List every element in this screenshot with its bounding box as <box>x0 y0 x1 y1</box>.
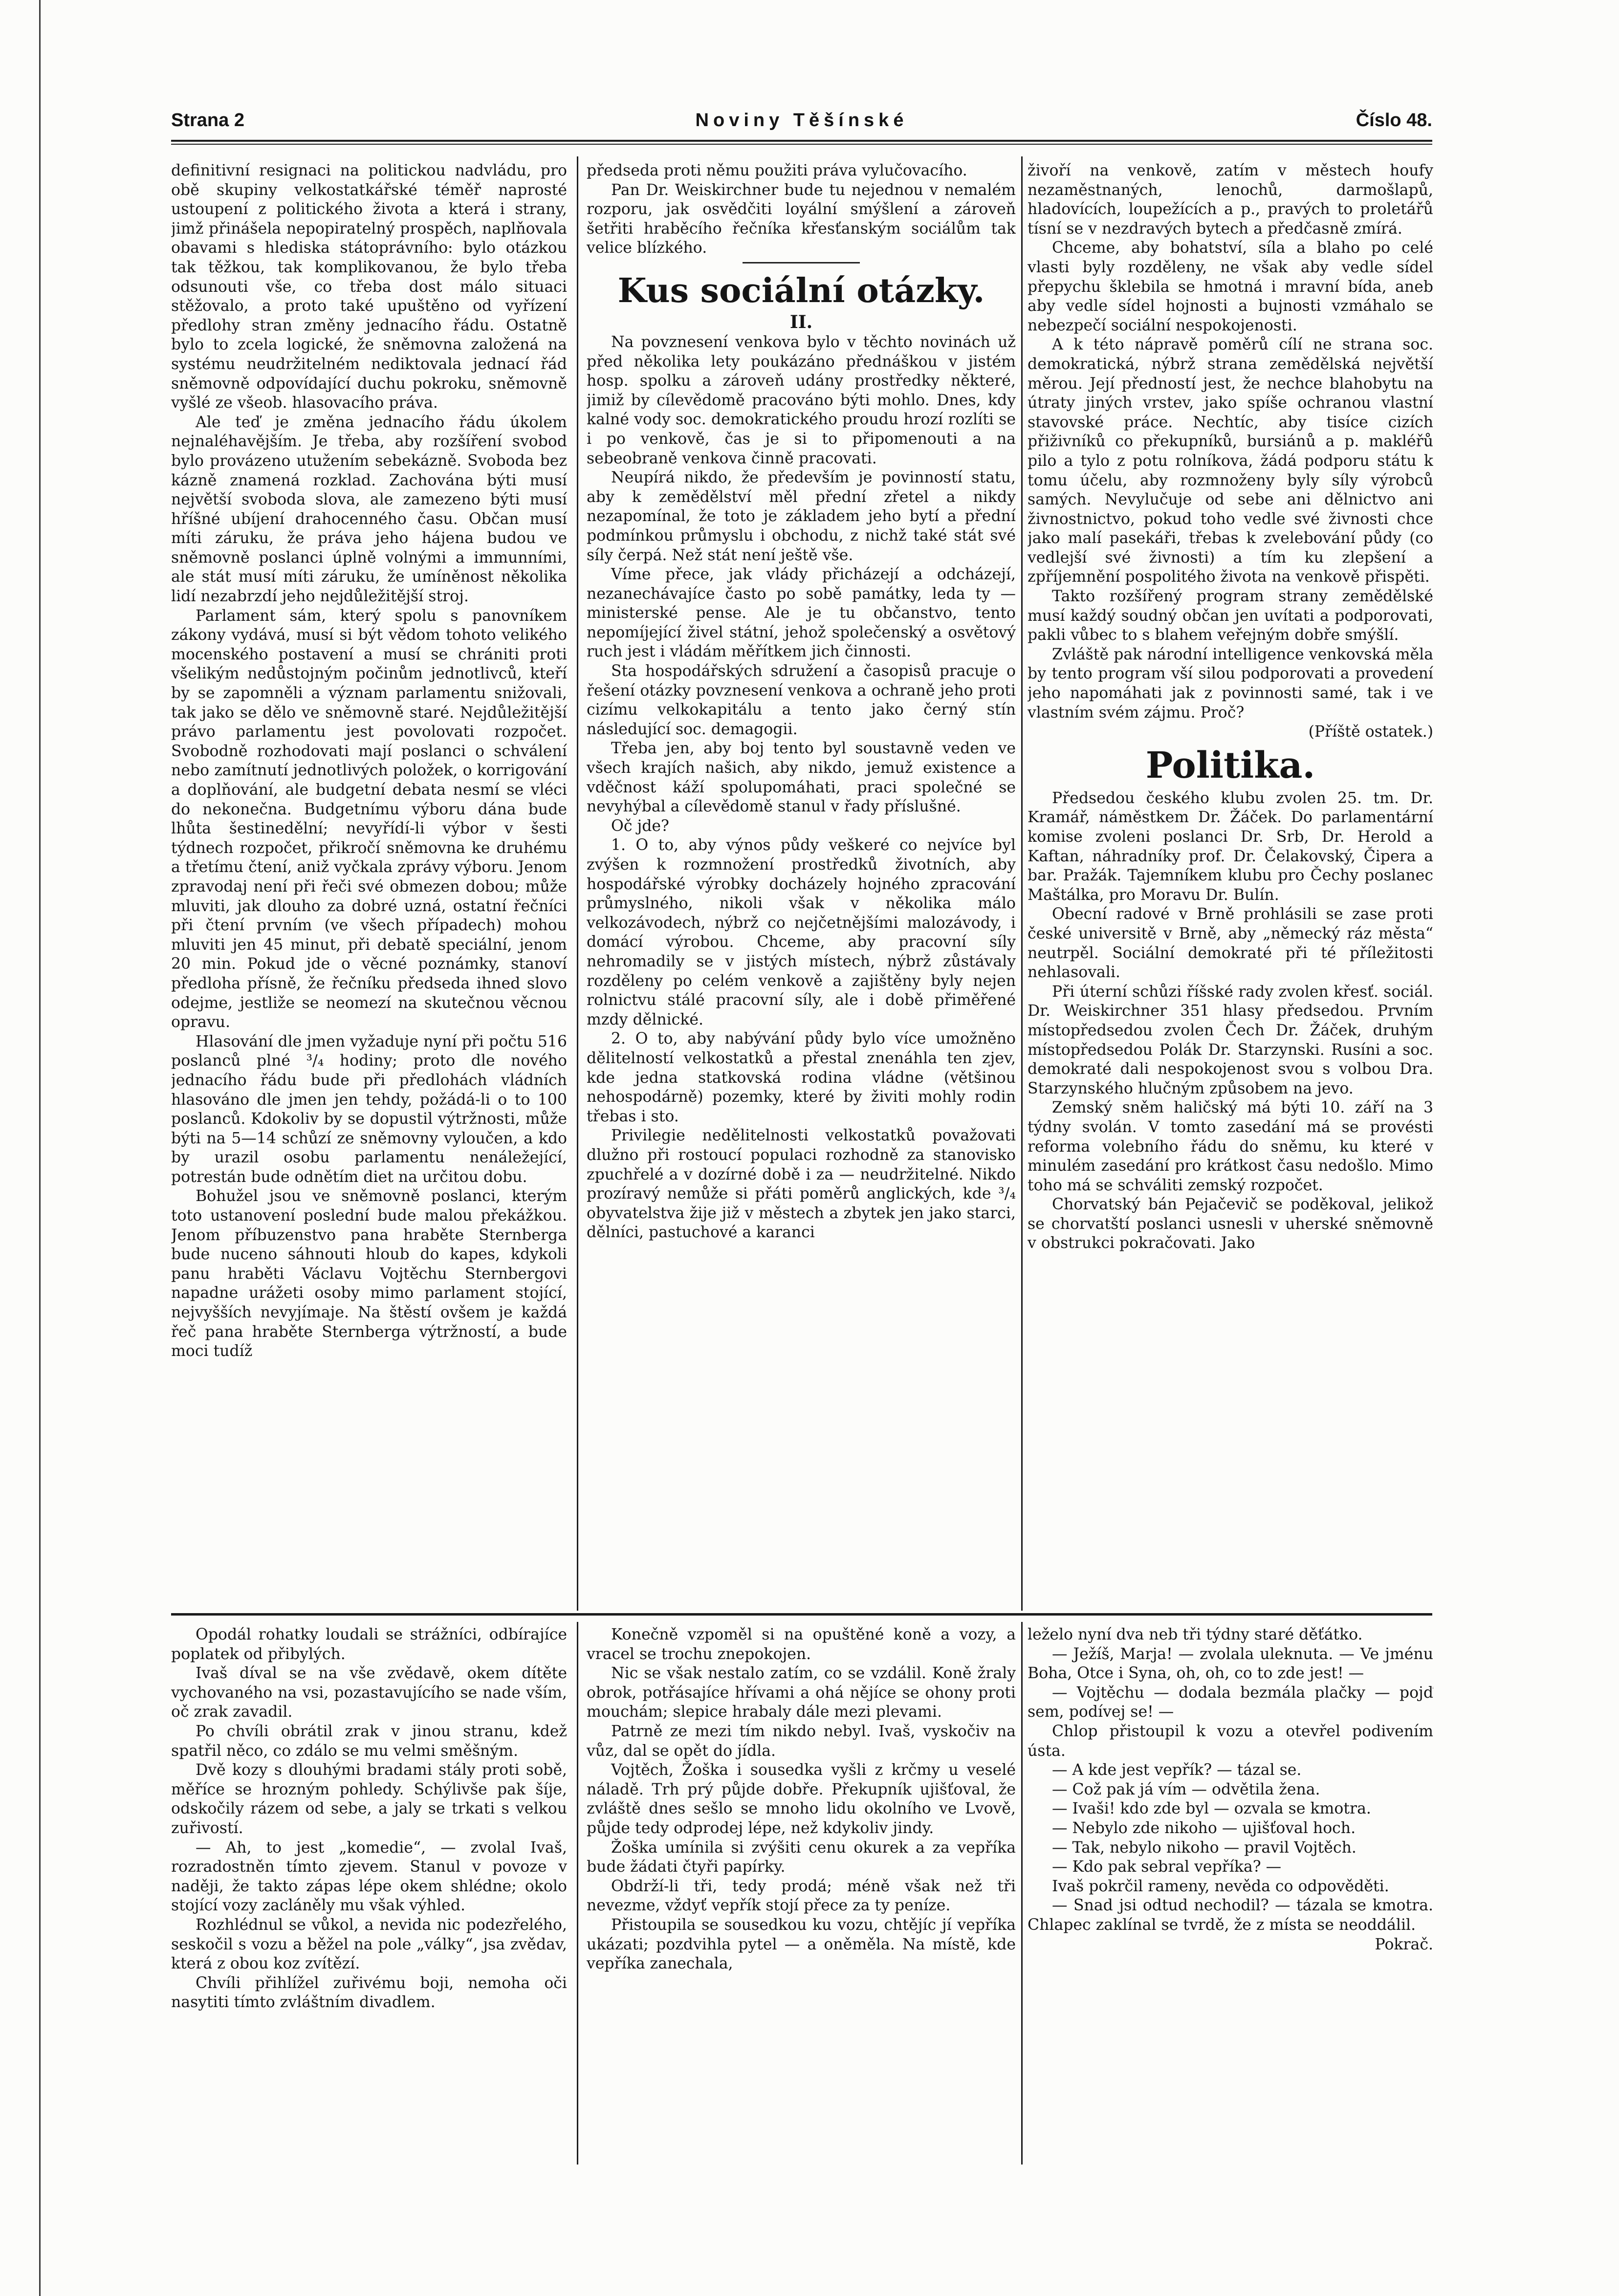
scan-edge-line <box>39 0 41 2296</box>
feuilleton-rule <box>171 1613 1432 1616</box>
feuilleton-column-1 <box>171 1625 567 2165</box>
story-paragraph: Po chvíli obrátil zrak v jinou stranu, kdež spatřil něco, co zdálo se mu velmi směšným. <box>171 1722 567 1760</box>
article-paragraph: Ale teď je změna jednacího řádu úkolem nejnaléhavějším. Je třeba, aby rozšíření svobod bylo provázeno utužením sebekázně. Svoboda bez kázně znamená rozklad. Zachována býti musí největší svoboda slova, ale zamezeno býti musí hříšné ubíjení drahocenného času. Občan musí míti záruku, že práva jeho hájena budou ve sněmovně poslanci úplně volnými a immunními, ale stát musí míti záruku, že umíněnost několika lidí nezabrzdí jeho nejdůležitější stroj. <box>171 413 567 606</box>
article-paragraph: Hlasování dle jmen vyžaduje nyní při počtu 516 poslanců plné ³/₄ hodiny; proto dle nového jednacího řádu bude při předlohách vládních hlasováno dle jmen jen tehdy, požádá-li o to 100 poslanců. Kdokoliv by se dopustil výtržnosti, může býti na 5—14 schůzí ze sněmovny vyloučen, a kdo by urazil osobu parlamentu nenáležející, potrestán bude odnětím diet na určitou dobu. <box>171 1032 567 1186</box>
story-paragraph: Opodál rohatky loudali se strážníci, odbírajíce poplatek od přibylých. <box>171 1626 567 1663</box>
article-paragraph: Privilegie nedělitelnosti velkostatků považovati dlužno při rostoucí populaci rozhodně za stanovisko zpuchřelé a v dozírné době i za — neudržitelné. Nikdo prozíravý nemůže si přáti poměrů anglických, kde ³/₄ obyvatelstva žije již v městech a zbytek jen jako starci, dělníci, pastuchové a karanci <box>587 1127 1016 1242</box>
news-paragraph: Zemský sněm haličský má býti 10. září na 3 týdny svolán. V tomto zasedání má se provésti reforma volebního řádu do sněmu, ku které v minulém zasedání pro krátkost času nedošlo. Mimo toho má se schváliti zemský rozpočet. <box>1028 1099 1433 1194</box>
article-paragraph: 1. O to, aby výnos půdy veškeré co nejvíce byl zvýšen k rozmnožení prostředků životních, aby hospodářské výrobky docházely hojného zpracování průmyslného, nikoli však v několika málo velkozávodech, nýbrž co nejčetnějšími malozávody, i domácí výrobou. Chceme, aby pracovní síly nehromadily se v jistých místech, nýbrž zůstávaly rozděleny po celém venkově a zajištěny byly nejen rolnictvu stálé pracovní síly, ale i době přiměřené mzdy dělnické. <box>587 836 1016 1028</box>
article-paragraph: Sta hospodářských sdružení a časopisů pracuje o řešení otázky povznesení venkova a ochraně jeho proti cizímu velkokapitálu a tento jako černý stín následující soc. demagogii. <box>587 662 1016 738</box>
article-column-1 <box>171 161 567 1608</box>
story-paragraph: Konečně vzpoměl si na opuštěné koně a vozy, a vracel se trochu znepokojen. <box>587 1626 1016 1663</box>
page-number: Strana 2 <box>171 110 244 131</box>
article-paragraph: Chceme, aby bohatství, síla a blaho po celé vlasti byly rozděleny, ne však aby vedle sídel přepychu šklebila se hmotná i mravní bída, aneb aby vedle sídel hojnosti a bujnosti vzmáhalo se nebezpečí sociální nespokojenosti. <box>1028 239 1433 334</box>
page-header <box>171 110 1432 139</box>
column-divider <box>1021 156 1023 1611</box>
news-paragraph: Při úterní schůzi říšské rady zvolen křesť. sociál. Dr. Weiskirchner 351 hlasy předsedou. Prvním místopředsedou zvolen Čech Dr. Žáček, druhým místopředsedou Polák Dr. Starzynski. Rusíni a soc. demokraté dali nespokojenost svou s volbou Dra. Starzynského hlučným způsobem na jevo. <box>1028 983 1433 1097</box>
article-column-2 <box>587 161 1016 1608</box>
news-paragraph: Chorvatský bán Pejačevič se poděkoval, jelikož se chorvatští poslanci usnesli v uherské sněmovně v obstrukci pokračovati. Jako <box>1028 1196 1433 1252</box>
article-paragraph: živoří na venkově, zatím v městech houfy nezaměstnaných, lenochů, darmošlapů, hladovících, loupežících a p., pravých to proletářů tísní se v nezdravých bytech a předčasně zmírá. <box>1028 162 1433 238</box>
story-paragraph: Nic se však nestalo zatím, co se vzdálil. Koně žraly obrok, potřásajíce hřívami a ohá nějíce se ohony proti mouchám; slepice hrabaly dále mezi plevami. <box>587 1664 1016 1721</box>
article-paragraph: Pan Dr. Weiskirchner bude tu nejednou v nemalém rozporu, jak osvědčiti loyální smýšlení a zároveň šetřiti hraběcího řečníka křesťanským sociálům tak velice blízkého. <box>587 181 1016 257</box>
story-paragraph: Přistoupila se sousedkou ku vozu, chtějíc jí vepříka ukázati; pozdvihla pytel — a oněměla. Na místě, kde vepříka zanechala, <box>587 1916 1016 1973</box>
story-paragraph: Chvíli přihlížel zuřivému boji, nemoha oči nasytiti tímto zvláštním divadlem. <box>171 1974 567 2012</box>
story-paragraph: leželo nyní dva neb tři týdny staré děťátko. <box>1028 1626 1363 1643</box>
article-paragraph: definitivní resignaci na politickou nadvládu, pro obě skupiny velkostatkářské téměř naprosté ustoupení z politického života a která i strany, jimž přinášela nepopiratelný prospěch, naplňovala obavami s hlediska státoprávního: bylo otázkou tak těžkou, tak komplikovanou, že bylo třeba odsunouti vše, co třeba dost málo situaci stěžovalo, a proto také upuštěno od vyřízení předlohy stran změny jednacího řádu. Ostatně bylo to zcela logické, že sněmovna založená na systému neudržitelném nediktovala jednací řád sněmovně odpovídající duchu pokroku, sněmovně vyšlé ze všeob. hlasovacího práva. <box>171 162 567 412</box>
issue-number: Číslo 48. <box>1356 110 1432 131</box>
story-paragraph: Ivaš pokrčil rameny, nevěda co odpověděti. <box>1052 1877 1389 1895</box>
news-paragraph: Obecní radové v Brně prohlásili se zase proti české universitě v Brně, aby „německý ráz města“ neutrpěl. Sociální demokraté při té příležitosti nehlasovali. <box>1028 905 1433 982</box>
article-paragraph: předseda proti němu použiti práva vylučovacího. <box>587 162 967 179</box>
feuilleton-column-2 <box>587 1625 1016 2165</box>
story-paragraph: — Nebylo zde nikoho — ujišťoval hoch. <box>1052 1819 1356 1837</box>
section-divider <box>743 262 860 263</box>
story-paragraph: Patrně ze mezi tím nikdo nebyl. Ivaš, vyskočiv na vůz, dal se opět do jídla. <box>587 1722 1016 1760</box>
article-paragraph: Víme přece, jak vlády přicházejí a odcházejí, nezanechávajíce často po sobě památky, leda ty — ministerské pense. Ale je tu občanstvo, tento nepomíjející živel státní, jehož společenský a osvětový ruch jest i vládám měřítkem jich činnosti. <box>587 566 1016 661</box>
feuilleton-column-3 <box>1028 1625 1433 2165</box>
story-paragraph: Žoška umínila si zvýšiti cenu okurek a za vepříka bude žádati čtyři papírky. <box>587 1838 1016 1876</box>
story-paragraph: — Ah, to jest „komedie“, — zvolal Ivaš, rozradostněn tímto zjevem. Stanul v povoze v naději, že takto zápas lépe okem shlédne; okolo stojící vozy zacláněly mu však výhled. <box>171 1838 567 1915</box>
article-paragraph: Zvláště pak národní intelligence venkovská měla by tento program vší silou podporovati a provedení jeho napomáhati jak z povinnosti samé, tak i ve vlastním svém zájmu. Proč? <box>1028 645 1433 722</box>
story-paragraph: — Tak, nebylo nikoho — pravil Vojtěch. <box>1052 1838 1356 1857</box>
article-paragraph: A k této nápravě poměrů cílí ne strana soc. demokratická, nýbrž strana zemědělská největší měrou. Její předností jest, že nechce blahobytu na útraty jiných vrstev, jako spíše ochranou vlastní stavovské práce. Nechtíc, aby tisíce cizích přiživníků co překupníků, bursiánů a p. makléřů pilo a tylo z potu rolníkova, žádá podporu státu k tomu účelu, aby rozmnoženy byly síly výrobců samých. Nevylučuje od sebe ani dělnictvo ani živnostnictvo, pokud toho vedle své živnosti chce jako malí pasekáři, třebas k zvelebování půdy (co vedlejší své živnosti) a tím ku zlepšení a zpříjemnění pospolitého života na venkově přispěti. <box>1028 336 1433 586</box>
section-heading-kus-socialni-otazky: Kus sociální otázky. <box>617 271 985 310</box>
article-paragraph: Třeba jen, aby boj tento byl soustavně veden ve všech krajích našich, aby nikdo, jemuž existence a vděčnost káží spolupomáhati, praci společné se nevyhýbal a cílevědomě stanul v řady příslušné. <box>587 740 1016 816</box>
article-paragraph: Oč jde? <box>611 817 669 835</box>
news-paragraph: Předsedou českého klubu zvolen 25. tm. Dr. Kramář, náměstkem Dr. Žáček. Do parlamentární komise zvoleni poslanci Dr. Srb, Dr. Herold a Kaftan, náhradníky prof. Dr. Čelakovský, Čipera a bar. Pražák. Tajemníkem klubu pro Čechy poslanec Maštálka, pro Moravu Dr. Bulín. <box>1028 789 1433 904</box>
story-paragraph: — Kdo pak sebral vepříka? — <box>1052 1858 1282 1876</box>
header-rule <box>171 140 1432 142</box>
story-paragraph: Chlop přistoupil k vozu a otevřel podivením ústa. <box>1028 1722 1433 1760</box>
article-paragraph: Neupírá nikdo, že především je povinností statu, aby k zemědělství měl přední zřetel a nikdy nezapomínal, že toto je základem jeho bytí a přední podmínkou průmyslu i obchodu, z nichž také stát své síly čerpá. Než stát není ještě vše. <box>587 469 1016 564</box>
article-column-3 <box>1028 161 1433 1608</box>
column-divider <box>577 1622 578 2165</box>
continuation-note: Pokrač. <box>1375 1935 1433 1953</box>
story-paragraph: — Snad jsi odtud nechodil? — tázala se kmotra. Chlapec zaklínal se tvrdě, že z místa se neoddálil. <box>1028 1897 1433 1934</box>
section-heading-politika: Politika. <box>1145 744 1315 787</box>
section-subheading: II. <box>789 311 813 332</box>
story-paragraph: — Což pak já vím — odvětila žena. <box>1052 1780 1320 1798</box>
article-paragraph: 2. O to, aby nabývání půdy bylo více umožněno dělitelností velkostatků a přestal znenáhla ten zjev, kde jedna statkovská rodina vládne (většinou nehospodárně) pozemky, které by živiti mohly rodin třebas i sto. <box>587 1030 1016 1125</box>
story-paragraph: Dvě kozy s dlouhými bradami stály proti sobě, měříce se hrozným pohledy. Schýlivše pak šíje, odskočily rázem od sebe, a jaly se trkati s velkou zuřivostí. <box>171 1761 567 1837</box>
story-paragraph: Rozhlédnul se vůkol, a nevida nic podezřelého, seskočil s vozu a běžel na pole „války“, jsa zvědav, která z obou koz zvítězí. <box>171 1916 567 1973</box>
continuation-note: (Příště ostatek.) <box>1308 723 1433 741</box>
masthead-title: Noviny Těšínské <box>695 110 908 131</box>
story-paragraph: — Vojtěchu — dodala bezmála plačky — pojď sem, podívej se! — <box>1028 1684 1433 1721</box>
story-paragraph: Obdrží-li tři, tedy prodá; méně však než tři nevezme, vždyť vepřík stojí přece za ty peníze. <box>587 1877 1016 1915</box>
column-divider <box>577 156 578 1611</box>
article-paragraph: Na povznesení venkova bylo v těchto novinách už před několika lety poukázáno přednáškou v jistém hosp. spolku a zároveň udány prostředky některé, jimiž by cílevědomě pracováno býti mohlo. Dnes, kdy kalné vody soc. demokratického proudu hrozí rozlíti se i po venkově, čas je si to připomenouti a na sebeobraně venkova činně pracovati. <box>587 333 1016 467</box>
article-paragraph: Takto rozšířený program strany zemědělské musí každý soudný občan jen uvítati a podporovati, pakli vůbec to s blahem veřejným dobře smýšlí. <box>1028 588 1433 644</box>
story-paragraph: Ivaš díval se na vše zvědavě, okem dítěte vychovaného na vsi, pozastavujícího se nade vším, oč zrak zavadil. <box>171 1664 567 1721</box>
header-rule-thin <box>171 144 1432 145</box>
story-paragraph: — A kde jest vepřík? — tázal se. <box>1052 1761 1302 1779</box>
story-paragraph: Vojtěch, Žoška i sousedka vyšli z krčmy u veselé náladě. Trh prý půjde dobře. Překupník ujišťoval, že zvláště dnes sešlo se mnoho lidu okolního ve Lvově, půjde tedy odprodej lépe, než kdykoliv jindy. <box>587 1761 1016 1837</box>
column-divider <box>1021 1622 1023 2165</box>
article-paragraph: Parlament sám, který spolu s panovníkem zákony vydává, musí si být vědom tohoto velikého mocenského postavení a musí se chrániti proti všelikým nedůstojným počinům jednotlivců, kteří by se zapomněli a význam parlamentu snižovali, tak jako se dělo ve sněmovně staré. Nejdůležitější právo parlamentu jest povolovati rozpočet. Svobodně rozhodovati mají poslanci o schválení nebo zamítnutí jednotlivých položek, o korrigování a doplňování, ale budgetní debata nesmí se vléci do nekonečna. Budgetnímu výboru dána bude lhůta šestinedělní; nevyřídí-li výbor v šesti týdnech rozpočet, přikročí sněmovna ke druhému a třetímu čtení, aniž vyčkala zprávy výboru. Jenom zpravodaj není při řeči své obmezen dobou; může mluviti, jak dlouho za dobré uzná, ostatní řečníci při čtení prvním (ve všech případech) mohou mluviti jen 45 minut, při debatě speciální, jenom 20 min. Pokud jde o věcné poznámky, stanoví předloha přísně, že řečníku předseda ihned slovo odejme, jestliže se neomezí na skutečnou věcnou opravu. <box>171 607 567 1031</box>
story-paragraph: — Ježíš, Marja! — zvolala uleknuta. — Ve jménu Boha, Otce i Syna, oh, oh, co to zde jest! — <box>1028 1645 1433 1683</box>
story-paragraph: — Ivaši! kdo zde byl — ozvala se kmotra. <box>1052 1800 1371 1818</box>
article-paragraph: Bohužel jsou ve sněmovně poslanci, kterým toto ustanovení poslední bude malou překážkou. Jenom příbuzenstvo pana hraběte Sternberga bude nuceno sáhnouti hloub do kapes, kdykoli panu hraběti Václavu Vojtěchu Sternbergovi napadne urážeti osoby mimo parlament stojící, nejvyšších nevyjímaje. Na štěstí ovšem je každá řeč pana hraběte Sternberga výtržností, a bude moci tudíž <box>171 1187 567 1360</box>
